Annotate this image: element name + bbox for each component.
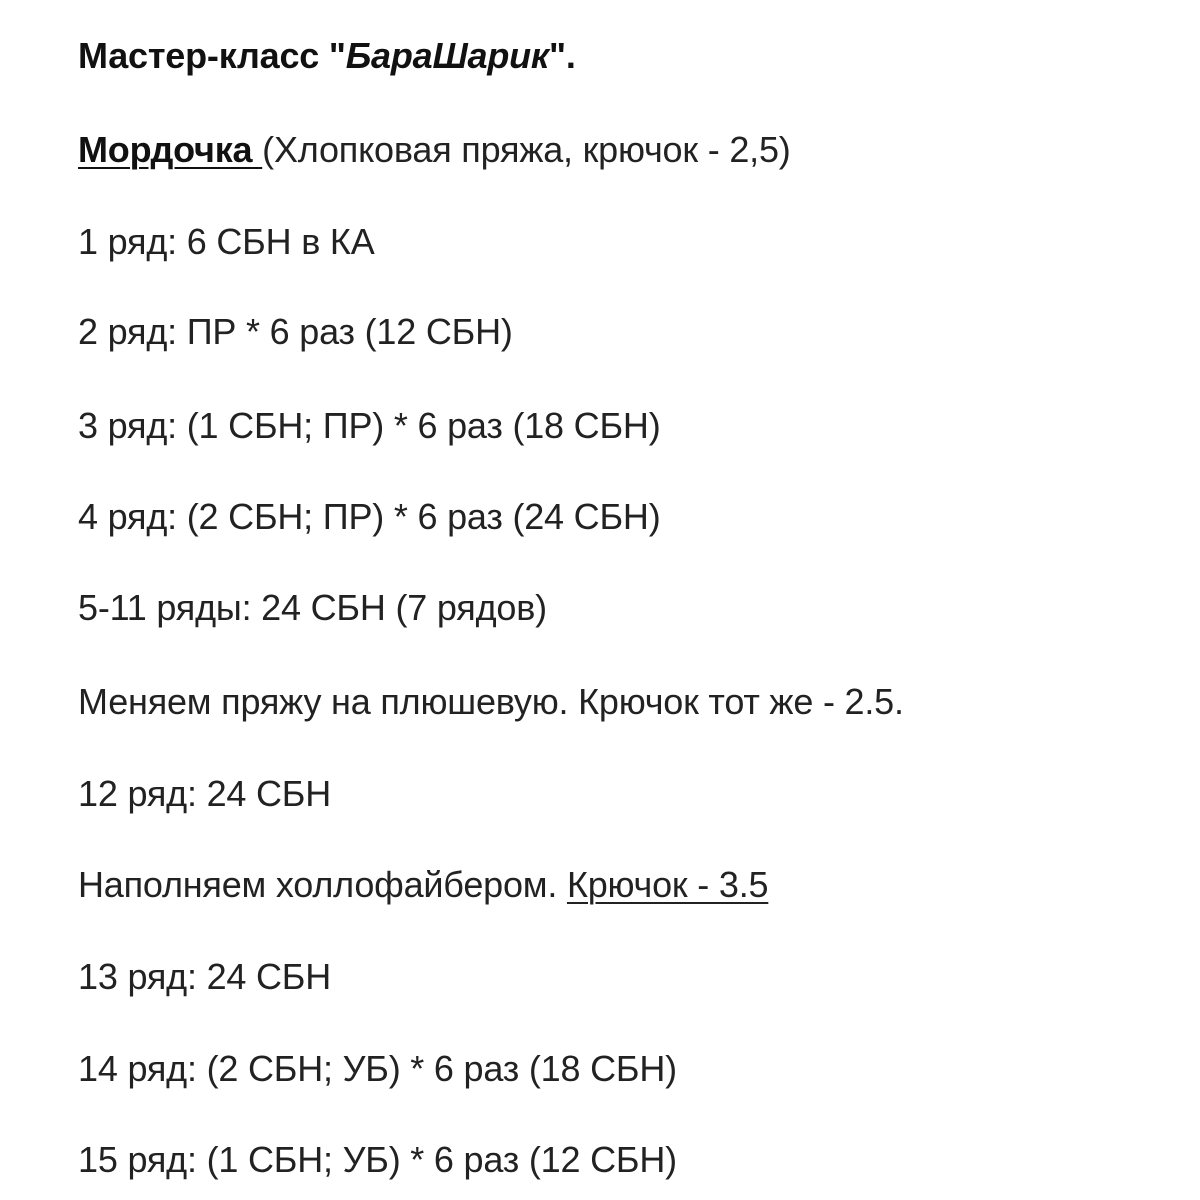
row-3: 3 ряд: (1 СБН; ПР) * 6 раз (18 СБН) xyxy=(78,405,661,446)
row-4: 4 ряд: (2 СБН; ПР) * 6 раз (24 СБН) xyxy=(78,496,661,537)
section-heading xyxy=(78,128,791,172)
title-suffix: ". xyxy=(548,35,576,76)
fill-note xyxy=(78,863,768,907)
title-prefix: Мастер-класс " xyxy=(78,35,346,76)
row-15: 15 ряд: (1 СБН; УБ) * 6 раз (12 СБН) xyxy=(78,1139,677,1180)
fill-note-text: Наполняем холлофайбером. xyxy=(78,864,567,905)
yarn-change-note: Меняем пряжу на плюшевую. Крючок тот же - 2.5. xyxy=(78,681,904,722)
section-note: (Хлопковая пряжа, крючок - 2,5) xyxy=(262,129,791,170)
section-name: Мордочка xyxy=(78,129,263,170)
row-5-11: 5-11 ряды: 24 СБН (7 рядов) xyxy=(78,587,547,628)
title-brand: БараШарик xyxy=(345,35,549,76)
hook-size-note: Крючок - 3.5 xyxy=(566,864,769,905)
row-2: 2 ряд: ПР * 6 раз (12 СБН) xyxy=(78,311,513,352)
row-13: 13 ряд: 24 СБН xyxy=(78,956,332,997)
row-12: 12 ряд: 24 СБН xyxy=(78,773,332,814)
row-14: 14 ряд: (2 СБН; УБ) * 6 раз (18 СБН) xyxy=(78,1048,677,1089)
row-1: 1 ряд: 6 СБН в КА xyxy=(78,221,375,262)
document-title xyxy=(78,34,576,78)
